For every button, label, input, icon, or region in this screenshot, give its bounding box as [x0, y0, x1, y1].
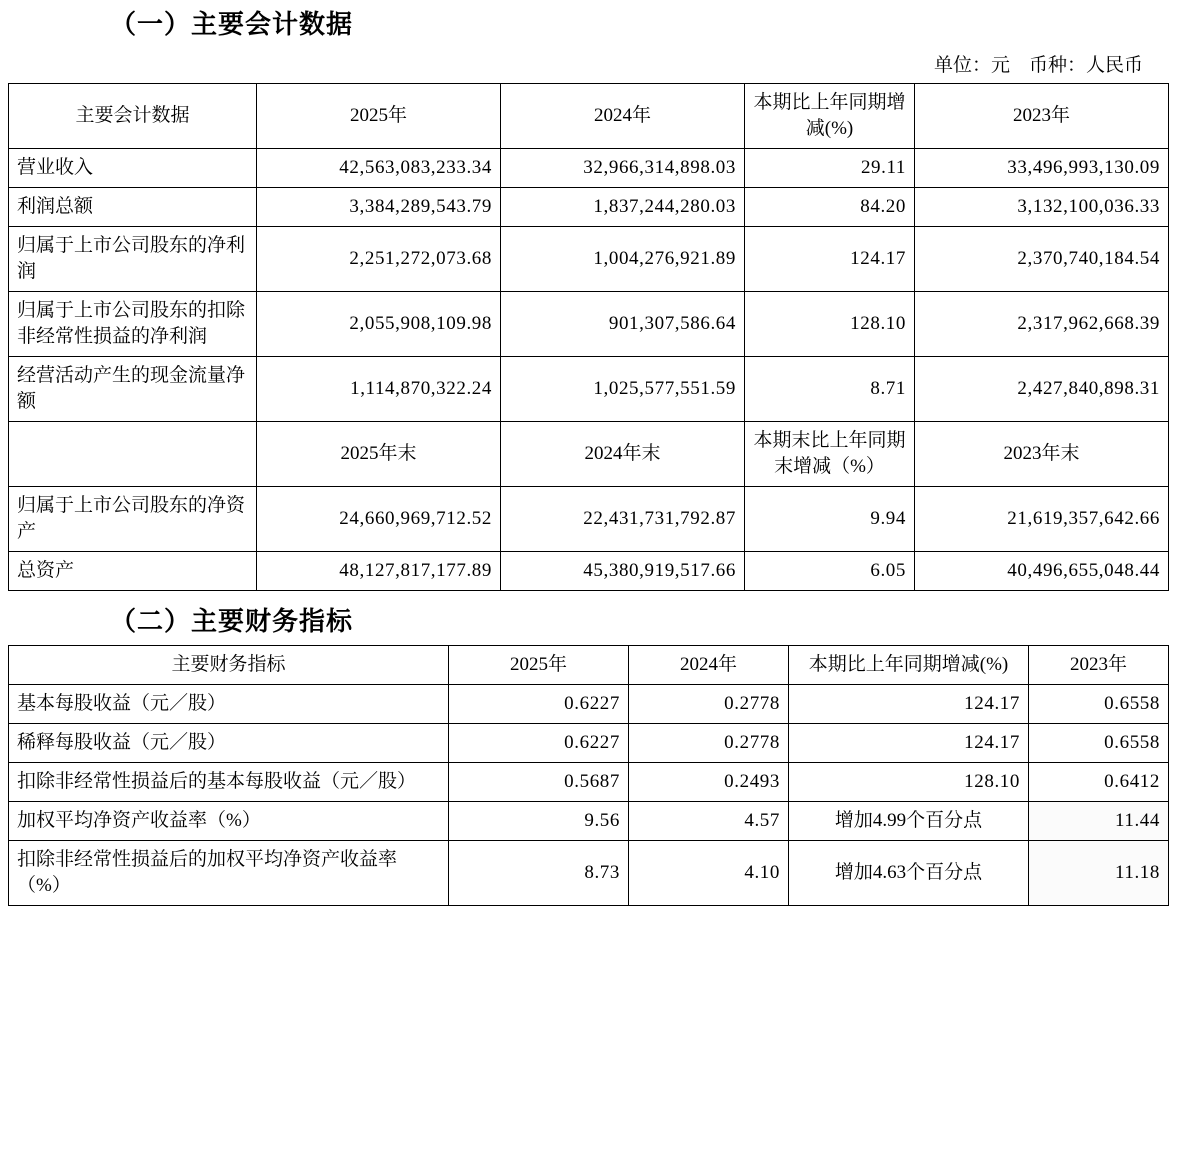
row-value-change: 增加4.99个百分点: [789, 802, 1029, 841]
row-value-change: 9.94: [745, 487, 915, 552]
row-value-2023: 21,619,357,642.66: [915, 487, 1169, 552]
table-header-row: [9, 646, 1169, 685]
column-header-2025-end: 2025年末: [257, 422, 501, 487]
row-value-2023: 33,496,993,130.09: [915, 149, 1169, 188]
row-value-2024: 0.2778: [629, 724, 789, 763]
column-header-2023-end: 2023年末: [915, 422, 1169, 487]
row-value-2023: 0.6412: [1029, 763, 1169, 802]
table-row: [9, 763, 1169, 802]
row-value-2024: 1,837,244,280.03: [501, 188, 745, 227]
row-value-2025: 0.6227: [449, 685, 629, 724]
row-value-change: 84.20: [745, 188, 915, 227]
column-header-change: 本期比上年同期增减(%): [789, 646, 1029, 685]
row-value-2024: 0.2493: [629, 763, 789, 802]
row-label: 归属于上市公司股东的净资产: [9, 487, 257, 552]
row-value-2024: 1,025,577,551.59: [501, 357, 745, 422]
table-row: [9, 841, 1169, 906]
row-value-2023: 3,132,100,036.33: [915, 188, 1169, 227]
section-two-title: （二）主要财务指标: [110, 606, 354, 636]
row-value-2024: 0.2778: [629, 685, 789, 724]
row-label: 经营活动产生的现金流量净额: [9, 357, 257, 422]
row-value-2025: 2,251,272,073.68: [257, 227, 501, 292]
row-label: 营业收入: [9, 149, 257, 188]
section-one-title: （一）主要会计数据: [110, 9, 354, 39]
row-value-2023: 40,496,655,048.44: [915, 552, 1169, 591]
row-value-2023: 0.6558: [1029, 685, 1169, 724]
column-header-item: 主要会计数据: [9, 84, 257, 149]
row-value-2025: 2,055,908,109.98: [257, 292, 501, 357]
row-value-2023: 2,317,962,668.39: [915, 292, 1169, 357]
row-value-2024: 4.57: [629, 802, 789, 841]
row-value-2024: 1,004,276,921.89: [501, 227, 745, 292]
table-row: [9, 188, 1169, 227]
column-header-2024: 2024年: [501, 84, 745, 149]
table-row: [9, 487, 1169, 552]
row-value-2024: 32,966,314,898.03: [501, 149, 745, 188]
row-label: 基本每股收益（元／股）: [9, 685, 449, 724]
main-financial-indicators-table: [8, 645, 1169, 906]
column-header-2025: 2025年: [257, 84, 501, 149]
table-row: [9, 685, 1169, 724]
row-value-2025: 1,114,870,322.24: [257, 357, 501, 422]
table-row: [9, 292, 1169, 357]
row-value-change: 128.10: [745, 292, 915, 357]
row-value-2025: 9.56: [449, 802, 629, 841]
table-header-row: [9, 84, 1169, 149]
row-label: 稀释每股收益（元／股）: [9, 724, 449, 763]
column-header-2025: 2025年: [449, 646, 629, 685]
row-value-2023: 11.44: [1029, 802, 1169, 841]
row-value-2024: 4.10: [629, 841, 789, 906]
row-value-change: 124.17: [745, 227, 915, 292]
row-value-2023: 2,370,740,184.54: [915, 227, 1169, 292]
column-header-change-end: 本期末比上年同期末增减（%）: [745, 422, 915, 487]
row-value-change: 124.17: [789, 685, 1029, 724]
table-row: [9, 149, 1169, 188]
row-value-change: 29.11: [745, 149, 915, 188]
row-label: 扣除非经常性损益后的加权平均净资产收益率（%）: [9, 841, 449, 906]
row-value-2025: 3,384,289,543.79: [257, 188, 501, 227]
row-value-2025: 42,563,083,233.34: [257, 149, 501, 188]
column-header-2023: 2023年: [1029, 646, 1169, 685]
row-value-change: 6.05: [745, 552, 915, 591]
table-row: [9, 227, 1169, 292]
column-header-change: 本期比上年同期增减(%): [745, 84, 915, 149]
column-header-2024-end: 2024年末: [501, 422, 745, 487]
row-value-2024: 45,380,919,517.66: [501, 552, 745, 591]
empty-header-cell: [9, 422, 257, 487]
row-label: 扣除非经常性损益后的基本每股收益（元／股）: [9, 763, 449, 802]
row-value-2024: 901,307,586.64: [501, 292, 745, 357]
table-sub-header-row: [9, 422, 1169, 487]
row-value-2025: 48,127,817,177.89: [257, 552, 501, 591]
row-value-change: 8.71: [745, 357, 915, 422]
row-value-change: 124.17: [789, 724, 1029, 763]
row-value-2025: 0.6227: [449, 724, 629, 763]
row-value-2023: 11.18: [1029, 841, 1169, 906]
unit-note: 单位：元 币种：人民币: [933, 55, 1143, 76]
column-header-2023: 2023年: [915, 84, 1169, 149]
column-header-2024: 2024年: [629, 646, 789, 685]
row-value-2025: 8.73: [449, 841, 629, 906]
row-label: 归属于上市公司股东的净利润: [9, 227, 257, 292]
row-value-2025: 24,660,969,712.52: [257, 487, 501, 552]
row-label: 利润总额: [9, 188, 257, 227]
row-label: 总资产: [9, 552, 257, 591]
row-value-2023: 2,427,840,898.31: [915, 357, 1169, 422]
row-value-2023: 0.6558: [1029, 724, 1169, 763]
row-value-2025: 0.5687: [449, 763, 629, 802]
column-header-item: 主要财务指标: [9, 646, 449, 685]
row-value-change: 增加4.63个百分点: [789, 841, 1029, 906]
row-value-change: 128.10: [789, 763, 1029, 802]
table-row: [9, 724, 1169, 763]
row-label: 归属于上市公司股东的扣除非经常性损益的净利润: [9, 292, 257, 357]
table-row: [9, 357, 1169, 422]
row-value-2024: 22,431,731,792.87: [501, 487, 745, 552]
row-label: 加权平均净资产收益率（%）: [9, 802, 449, 841]
main-accounting-data-table: [8, 83, 1169, 591]
table-row: [9, 552, 1169, 591]
table-row: [9, 802, 1169, 841]
